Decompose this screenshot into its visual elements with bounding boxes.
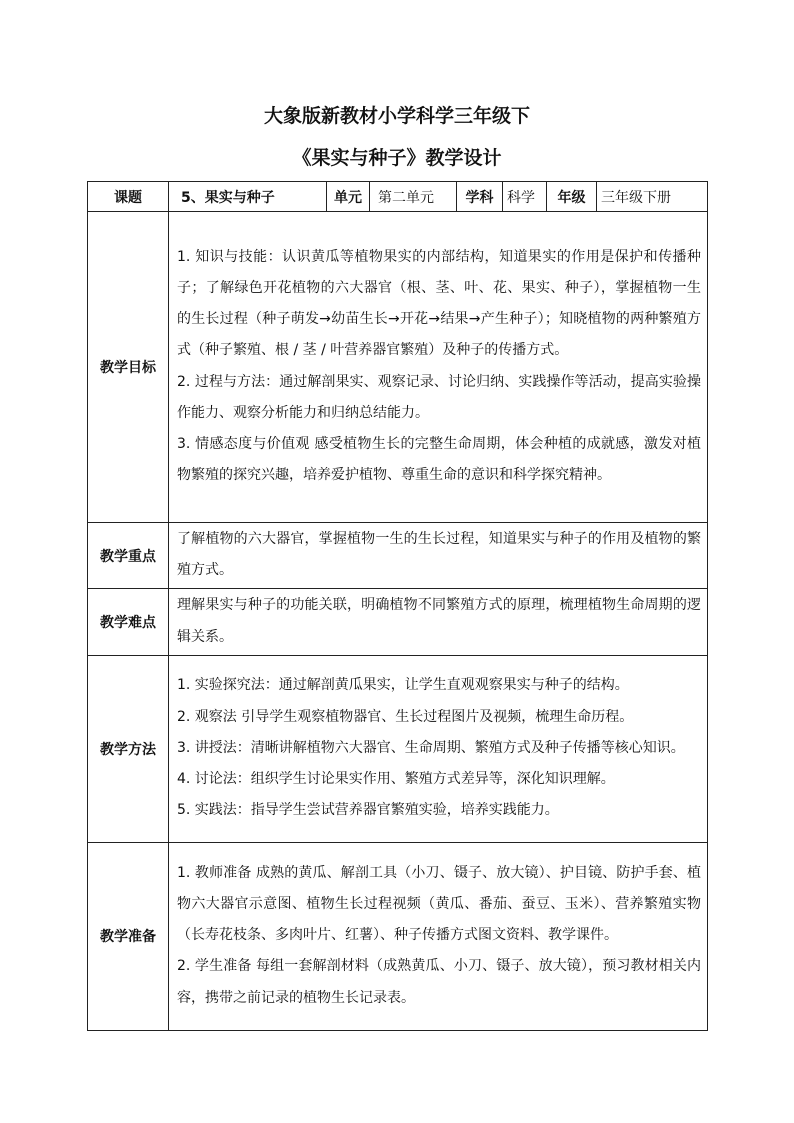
key-points-label: 教学重点 (88, 523, 169, 589)
methods-row (88, 655, 708, 842)
grade-label: 年级 (547, 182, 597, 212)
preparation-content (169, 842, 708, 1030)
difficulties-label: 教学难点 (88, 589, 169, 655)
grade-value: 三年级下册 (597, 182, 708, 212)
objectives-label: 教学目标 (88, 212, 169, 523)
method-paragraph: 1. 实验探究法：通过解剖黄瓜果实，让学生直观观察果实与种子的结构。 (177, 677, 629, 694)
method-paragraph: 2. 观察法 引导学生观察植物器官、生长过程图片及视频，梳理生命历程。 (177, 708, 634, 725)
lesson-plan-table (87, 181, 708, 1031)
header-row (88, 182, 708, 212)
methods-label: 教学方法 (88, 655, 169, 842)
objectives-row (88, 212, 708, 523)
unit-value: 第二单元 (370, 182, 457, 212)
key-points-row (88, 523, 708, 589)
key-points-paragraph: 了解植物的六大器官，掌握植物一生的生长过程，知道果实与种子的作用及植物的繁殖方式。 (177, 531, 701, 579)
document-subtitle: 《果实与种子》教学设计 (292, 147, 502, 169)
objective-paragraph: 1. 知识与技能：认识黄瓜等植物果实的内部结构，知道果实的作用是保护和传播种子；了解绿色开花植物的六大器官（根、茎、叶、花、果实、种子），掌握植物一生的生长过程（种子萌发→幼苗生长→开花→结果→产生种子）；知晓植物的两种繁殖方式（种子繁殖、根 / 茎 / 叶营养器官繁殖）及种子的传播方式。 (177, 248, 701, 359)
subject-value: 科学 (503, 182, 547, 212)
preparation-paragraph: 1. 教师准备 成熟的黄瓜、解剖工具（小刀、镊子、放大镜）、护目镜、防护手套、植物六大器官示意图、植物生长过程视频（黄瓜、番茄、蚕豆、玉米）、营养繁殖实物（长寿花枝条、多肉叶片、红薯）、种子传播方式图文资料、教学课件。 (177, 864, 701, 944)
difficulties-paragraph: 理解果实与种子的功能关联，明确植物不同繁殖方式的原理，梳理植物生命周期的逻辑关系。 (177, 597, 701, 645)
difficulties-row (88, 589, 708, 655)
method-paragraph: 4. 讨论法：组织学生讨论果实作用、繁殖方式差异等，深化知识理解。 (177, 770, 615, 787)
document-title: 大象版新教材小学科学三年级下 (263, 105, 530, 127)
subject-label: 学科 (457, 182, 503, 212)
preparation-label: 教学准备 (88, 842, 169, 1030)
key-points-content (169, 523, 708, 589)
preparation-row (88, 842, 708, 1030)
method-paragraph: 5. 实践法：指导学生尝试营养器官繁殖实验，培养实践能力。 (177, 802, 559, 819)
preparation-paragraph: 2. 学生准备 每组一套解剖材料（成熟黄瓜、小刀、镊子、放大镜），预习教材相关内容，携带之前记录的植物生长记录表。 (177, 958, 701, 1006)
objective-paragraph: 2. 过程与方法：通过解剖果实、观察记录、讨论归纳、实践操作等活动，提高实验操作能力、观察分析能力和归纳总结能力。 (177, 373, 701, 421)
unit-label: 单元 (327, 182, 370, 212)
methods-content (169, 655, 708, 842)
topic-value: 5、果实与种子 (169, 182, 327, 212)
method-paragraph: 3. 讲授法：清晰讲解植物六大器官、生命周期、繁殖方式及种子传播等核心知识。 (177, 739, 685, 756)
objectives-content (169, 212, 708, 523)
difficulties-content (169, 589, 708, 655)
topic-label: 课题 (88, 182, 169, 212)
objective-paragraph: 3. 情感态度与价值观 感受植物生长的完整生命周期，体会种植的成就感，激发对植物繁殖的探究兴趣，培养爱护植物、尊重生命的意识和科学探究精神。 (177, 435, 701, 484)
